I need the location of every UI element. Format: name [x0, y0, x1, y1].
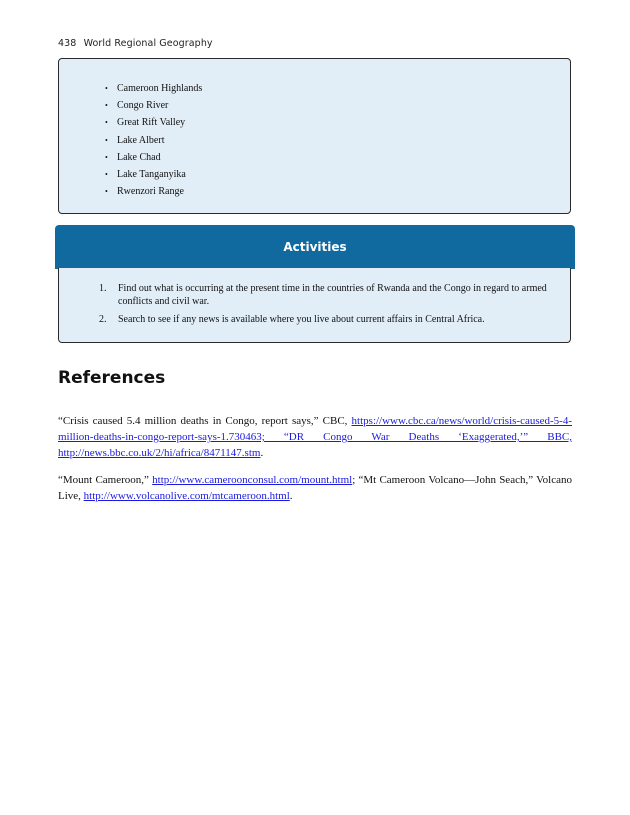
bullet-icon: • [105, 135, 108, 145]
bullet-icon: • [105, 170, 108, 180]
reference-link[interactable]: https://www.cbc.ca/news/world/crisis-caused-5-4-million-deaths-in-congo-report-says-1.730463; “DR Congo War Deaths ‘Exaggerated,’” BBC, http://news.bbc.co.uk/2/hi/africa/8471147.stm [58, 415, 572, 459]
bullet-icon: • [105, 84, 108, 93]
activities-list [99, 283, 559, 333]
place-name: Lake Albert [117, 134, 165, 146]
place-name: Cameroon Highlands [117, 83, 203, 94]
reference-text: “Crisis caused 5.4 million deaths in Congo, report says,” CBC, [58, 415, 352, 427]
reference-link[interactable]: http://www.cameroonconsul.com/mount.html [152, 474, 353, 486]
place-name: Rwenzori Range [117, 186, 184, 198]
reference-text: . [289, 490, 293, 502]
activity-item [99, 283, 559, 308]
list-item [105, 166, 202, 183]
activities-box [58, 268, 571, 343]
place-name: Lake Tanganyika [117, 169, 186, 181]
list-item [105, 114, 202, 131]
list-item [105, 132, 202, 149]
reference-1 [58, 413, 572, 461]
reference-text: ; “Mt Cameroon Volcano—John Seach,” Volcano Live, [58, 474, 572, 502]
running-head [58, 38, 213, 49]
activity-item [99, 314, 559, 327]
list-item [105, 149, 202, 166]
list-item [105, 97, 202, 114]
activity-text: Search to see if any news is available where you live about current affairs in Central Africa. [118, 314, 485, 325]
place-name: Congo River [117, 100, 169, 112]
reference-2 [58, 472, 572, 504]
bullet-icon: • [105, 187, 108, 197]
reference-text: “Mount Cameroon,” [58, 474, 153, 486]
reference-link[interactable]: http://www.volcanolive.com/mtcameroon.html [83, 490, 290, 502]
bullet-icon: • [105, 118, 108, 128]
place-name: Lake Chad [117, 151, 161, 163]
place-name: Great Rift Valley [117, 117, 186, 129]
bullet-icon: • [105, 101, 108, 111]
activity-text: Find out what is occurring at the present time in the countries of Rwanda and the Congo in regard to armed conflicts and civil war. [118, 283, 547, 307]
activities-title: Activities [283, 240, 347, 254]
book-title: World Regional Geography [83, 38, 213, 49]
list-item [105, 183, 202, 200]
references-heading: References [58, 368, 166, 388]
reference-text: . [260, 447, 264, 459]
page-number: 438 [58, 38, 77, 49]
places-box [58, 58, 571, 214]
bullet-icon: • [105, 152, 108, 162]
places-list [105, 80, 202, 200]
activity-number: 1. [99, 283, 107, 294]
list-item [105, 80, 202, 97]
activities-header [55, 225, 575, 269]
activity-number: 2. [99, 314, 107, 325]
